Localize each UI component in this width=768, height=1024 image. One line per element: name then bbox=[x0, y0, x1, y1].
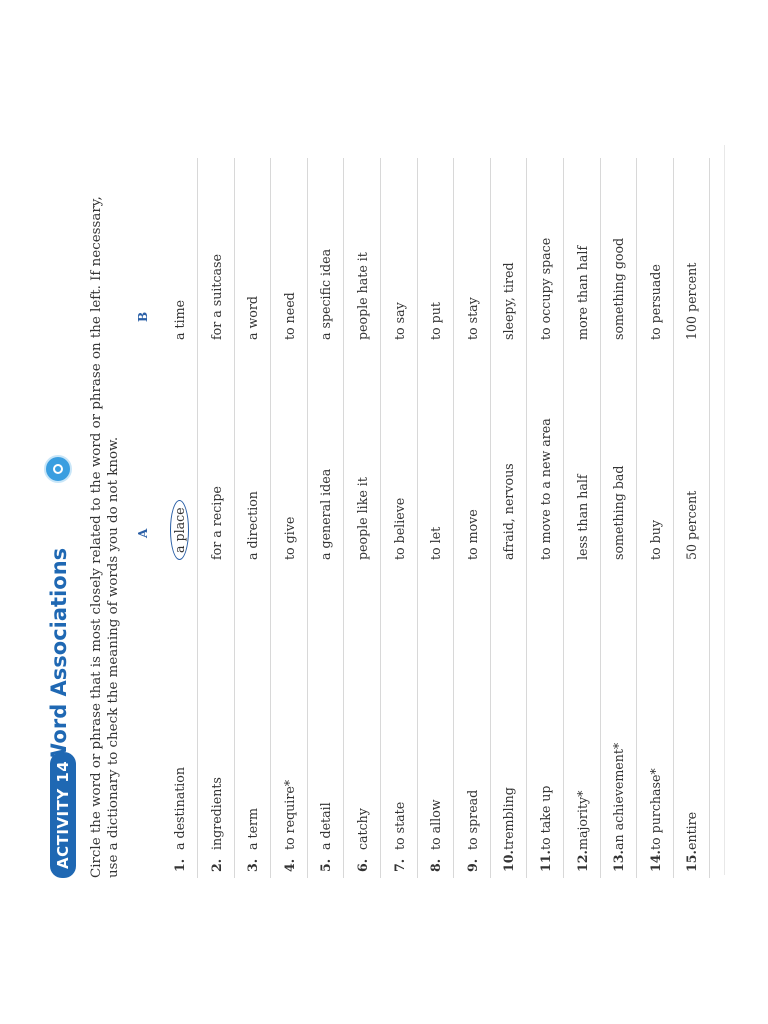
option-a-label: for a recipe bbox=[208, 486, 224, 560]
table-row bbox=[565, 158, 601, 878]
option-b-label: a specific idea bbox=[318, 248, 334, 340]
option-b[interactable] bbox=[162, 300, 198, 340]
option-b[interactable] bbox=[528, 238, 564, 340]
option-a-label: something bad bbox=[611, 465, 627, 560]
item-term: to require* bbox=[281, 779, 297, 850]
item-number: 10. bbox=[501, 850, 517, 872]
option-b-label: to put bbox=[428, 302, 444, 340]
table-row bbox=[382, 158, 418, 878]
option-a-label: less than half bbox=[574, 474, 590, 560]
option-a[interactable] bbox=[674, 491, 710, 560]
item-term: trembling bbox=[501, 787, 517, 850]
item-number: 11. bbox=[538, 850, 553, 872]
item-number: 2. bbox=[208, 858, 224, 872]
option-a-label: 50 percent bbox=[684, 490, 700, 560]
item-number: 9. bbox=[464, 858, 480, 872]
table-row bbox=[199, 158, 235, 878]
option-a-label: to let bbox=[428, 526, 444, 560]
option-b-label: for a suitcase bbox=[208, 254, 224, 340]
option-a-label: afraid, nervous bbox=[501, 463, 517, 560]
option-b-label: something good bbox=[611, 237, 627, 340]
item-number: 1. bbox=[172, 858, 187, 872]
table-row bbox=[235, 158, 271, 878]
option-a-label: to give bbox=[281, 516, 297, 560]
table-row bbox=[455, 158, 491, 878]
item-number: 7. bbox=[391, 858, 407, 872]
item-term: entire bbox=[684, 811, 700, 850]
option-a[interactable] bbox=[199, 486, 235, 560]
item-number: 12. bbox=[574, 850, 590, 872]
option-b[interactable] bbox=[638, 264, 674, 340]
option-a[interactable] bbox=[418, 527, 454, 560]
activity-header bbox=[44, 158, 78, 878]
option-a-label: a general idea bbox=[318, 468, 334, 560]
item-number: 8. bbox=[428, 858, 444, 872]
option-b[interactable] bbox=[235, 296, 271, 340]
option-a-label: a direction bbox=[245, 491, 261, 560]
item-number: 4. bbox=[281, 858, 297, 872]
option-b[interactable] bbox=[345, 252, 381, 340]
option-b-label: 100 percent bbox=[684, 262, 700, 340]
option-b[interactable] bbox=[418, 302, 454, 340]
column-header-a: A bbox=[136, 528, 150, 538]
option-a[interactable] bbox=[235, 491, 271, 560]
table-row bbox=[491, 158, 527, 878]
option-b-label: to occupy space bbox=[538, 237, 553, 340]
option-b[interactable] bbox=[199, 254, 235, 340]
option-b[interactable] bbox=[601, 238, 637, 340]
option-b[interactable] bbox=[674, 263, 710, 340]
item-term: to spread bbox=[464, 789, 480, 850]
item-number: 5. bbox=[318, 858, 334, 872]
item-term: to allow bbox=[428, 799, 444, 850]
table-row bbox=[162, 158, 198, 878]
table-row bbox=[674, 158, 710, 878]
item-number: 6. bbox=[355, 858, 370, 872]
item-number: 14. bbox=[647, 850, 663, 872]
item-number: 13. bbox=[611, 850, 627, 872]
option-a-label: to buy bbox=[647, 520, 663, 560]
page-edge-divider bbox=[724, 145, 725, 875]
item-number: 3. bbox=[245, 858, 261, 872]
option-b[interactable] bbox=[491, 262, 527, 340]
item-number: 15. bbox=[684, 850, 700, 872]
table-row bbox=[345, 158, 381, 878]
item-term: a destination bbox=[172, 767, 187, 850]
item-term: catchy bbox=[355, 808, 370, 850]
table-row bbox=[308, 158, 344, 878]
item-term: to purchase* bbox=[647, 768, 663, 850]
item-term: to state bbox=[391, 801, 407, 850]
option-a-label: people like it bbox=[355, 477, 370, 560]
table-row bbox=[418, 158, 454, 878]
option-a[interactable] bbox=[491, 463, 527, 560]
item-term: a detail bbox=[318, 802, 334, 850]
option-a-label: to move bbox=[464, 509, 480, 560]
item-term: ingredients bbox=[208, 777, 224, 850]
option-a-label: to move to a new area bbox=[538, 418, 553, 560]
item-term: to take up bbox=[538, 785, 553, 850]
option-b-label: more than half bbox=[574, 245, 590, 340]
option-a[interactable] bbox=[455, 509, 491, 560]
item-term: majority* bbox=[574, 790, 590, 850]
option-b[interactable] bbox=[565, 246, 601, 340]
option-b-label: to say bbox=[391, 302, 407, 340]
item-term: a term bbox=[245, 808, 261, 850]
option-b[interactable] bbox=[308, 249, 344, 340]
column-header-b: B bbox=[136, 311, 150, 322]
option-a-label: to believe bbox=[391, 497, 407, 560]
option-b[interactable] bbox=[455, 297, 491, 340]
instructions: Circle the word or phrase that is most closely related to the word or phrase on the left. If necessary, use a dictionary to check the meaning of words you do not know. bbox=[89, 196, 121, 878]
option-a[interactable] bbox=[382, 498, 418, 560]
option-b-label: sleepy, tired bbox=[501, 262, 517, 340]
option-a[interactable] bbox=[528, 418, 564, 560]
option-a[interactable] bbox=[345, 477, 381, 560]
option-b-label: people hate it bbox=[355, 252, 370, 340]
table-row bbox=[272, 158, 308, 878]
table-row bbox=[601, 158, 637, 878]
activity-badge: ACTIVITY 14 bbox=[50, 752, 76, 878]
option-a-label: a place bbox=[170, 500, 189, 560]
table-row bbox=[528, 158, 564, 878]
option-a[interactable] bbox=[638, 520, 674, 560]
activity-page bbox=[44, 158, 724, 878]
option-b[interactable] bbox=[272, 292, 308, 340]
option-a[interactable] bbox=[308, 469, 344, 560]
option-b-label: to need bbox=[281, 292, 297, 340]
option-a[interactable] bbox=[272, 517, 308, 560]
option-b-label: a time bbox=[172, 300, 187, 340]
table-row bbox=[638, 158, 674, 878]
option-b-label: to stay bbox=[464, 297, 480, 340]
option-a[interactable] bbox=[565, 474, 601, 560]
item-term: an achievement* bbox=[611, 742, 627, 850]
option-b-label: to persuade bbox=[647, 264, 663, 340]
option-b[interactable] bbox=[382, 302, 418, 340]
activity-title: Word Associations bbox=[47, 547, 71, 766]
option-b-label: a word bbox=[245, 296, 261, 340]
option-a[interactable] bbox=[601, 466, 637, 560]
audio-icon[interactable] bbox=[44, 455, 72, 483]
option-a[interactable] bbox=[162, 500, 198, 560]
